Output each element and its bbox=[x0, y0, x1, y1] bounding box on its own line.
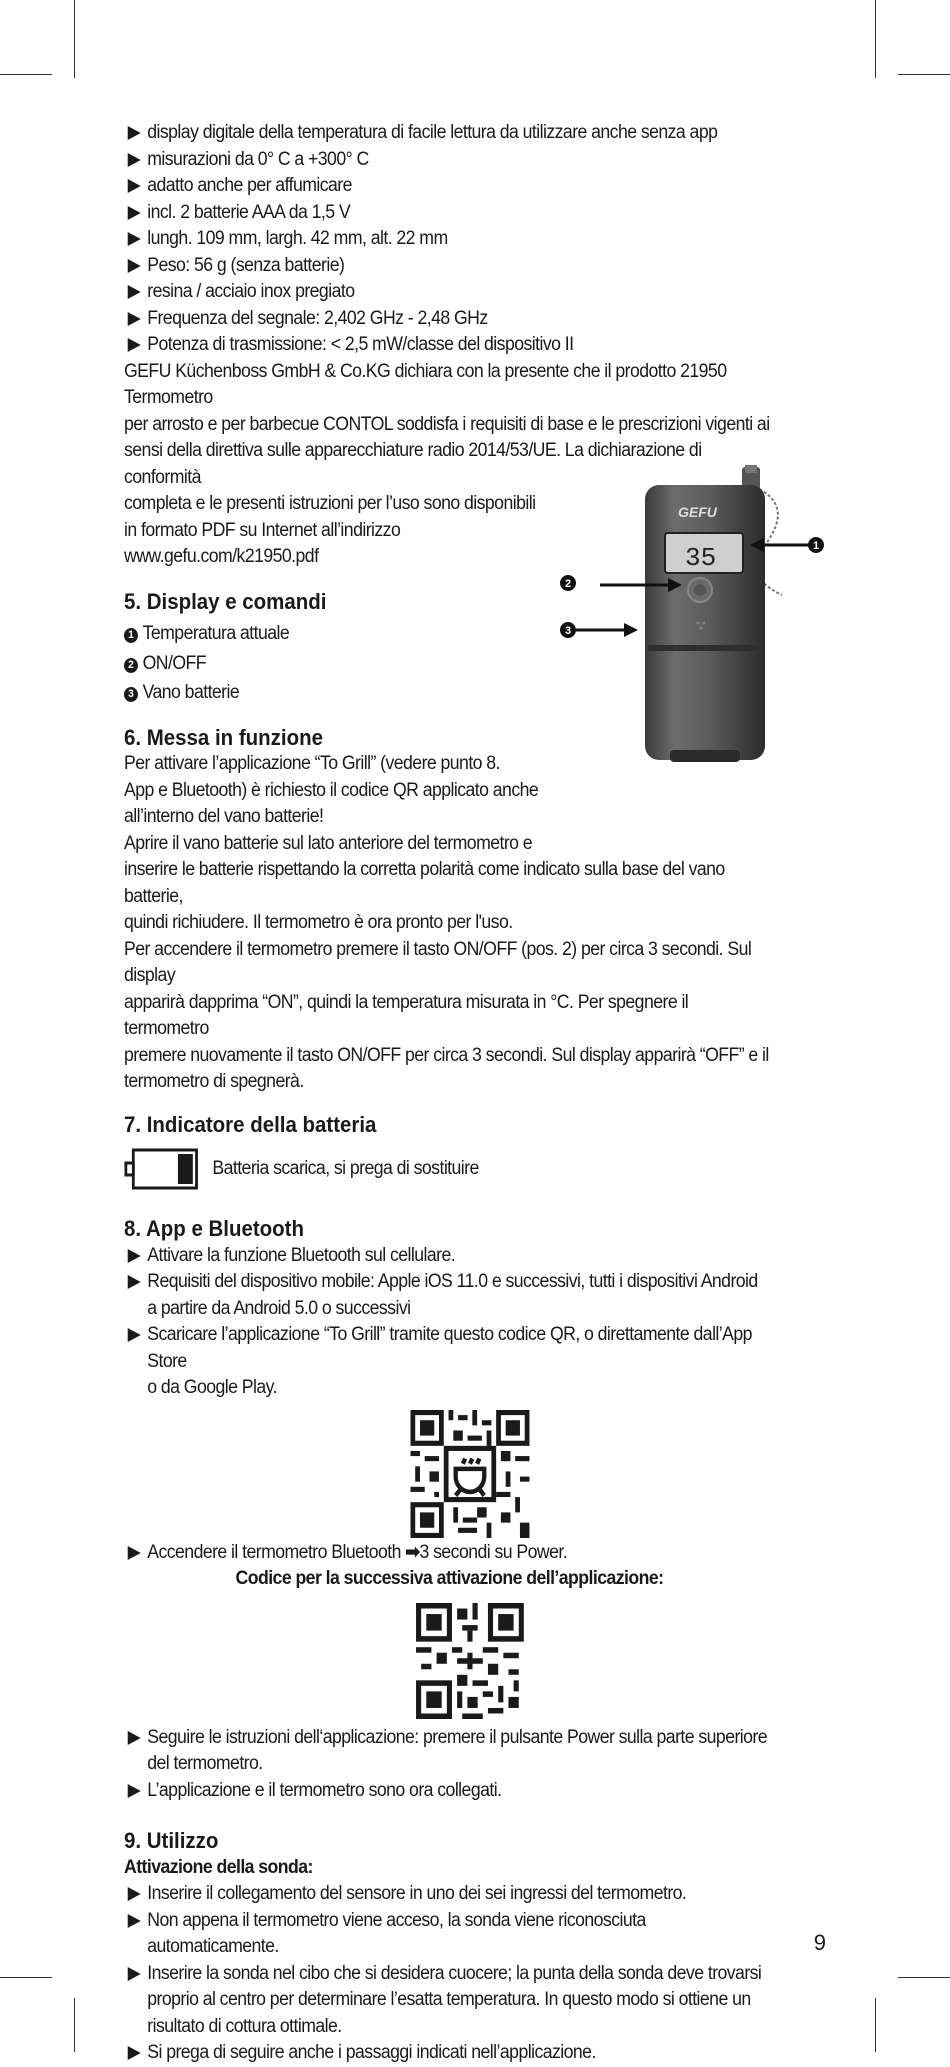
text-line: risultato di cottura ottimale. bbox=[147, 2015, 342, 2037]
text-line: Seguire le istruzioni dell‘applicazione: premere il pulsante Power sulla parte superiore bbox=[147, 1726, 768, 1748]
text-line: Per accendere il termometro premere il tasto ON/OFF (pos. 2) per circa 3 secondi. Sul display bbox=[124, 938, 752, 986]
text-line: GEFU Küchenboss GmbH & Co.KG dichiara con la presente che il prodotto 21950 Termometro bbox=[124, 360, 727, 408]
text-line: quindi richiudere. Il termometro è ora pronto per l'uso. bbox=[124, 912, 513, 933]
control-label: Vano batterie bbox=[142, 682, 240, 703]
setup-paragraph bbox=[124, 751, 775, 1096]
text-line: App e Bluetooth) è richiesto il codice QR applicato anche bbox=[124, 779, 539, 801]
display-value: 35 bbox=[685, 543, 717, 573]
activation-qr-code[interactable] bbox=[416, 1603, 524, 1719]
declaration-paragraph bbox=[124, 359, 775, 571]
list-item bbox=[124, 1778, 775, 1805]
text-line: Per attivare l’applicazione “To Grill” (vedere punto 8. bbox=[124, 753, 500, 774]
section-8-title: 8. App e Bluetooth bbox=[124, 1216, 304, 1241]
page-number: 9 bbox=[813, 1930, 826, 1955]
qr-row bbox=[124, 1402, 775, 1540]
arrow-right-icon: ➡ bbox=[405, 1541, 420, 1563]
probe-activation-subtitle: Attivazione della sonda: bbox=[124, 1856, 313, 1878]
qr-row bbox=[124, 1593, 775, 1725]
crop-mark bbox=[74, 1998, 75, 2052]
section-9-title: 9. Utilizzo bbox=[124, 1828, 219, 1853]
list-item: resina / acciaio inox pregiato bbox=[124, 279, 775, 306]
text-line: sensi della direttiva sulle apparecchiature radio 2014/53/UE. La dichiarazione di conformità bbox=[124, 440, 702, 488]
number-badge: 1 bbox=[124, 628, 138, 643]
text-line: Scaricare l’applicazione “To Grill” tramite questo codice QR, o direttamente dall’App Store bbox=[147, 1324, 752, 1372]
battery-text: Batteria scarica, si prega di sostituire bbox=[212, 1158, 479, 1179]
crop-mark bbox=[0, 1977, 52, 1978]
list-item bbox=[124, 1243, 775, 1270]
text-line: del termometro. bbox=[147, 1753, 263, 1774]
section-6-title: 6. Messa in funzione bbox=[124, 724, 323, 750]
list-item: Frequenza del segnale: 2,402 GHz - 2,48 GHz bbox=[124, 306, 775, 333]
list-item: misurazioni da 0° C a +300° C bbox=[124, 147, 775, 174]
crop-mark bbox=[898, 74, 950, 75]
brand-label: GEFU bbox=[678, 504, 717, 520]
text-line: proprio al centro per determinare l’esatta temperatura. In questo modo si ottiene un bbox=[147, 1989, 751, 2010]
text-line: premere nuovamente il tasto ON/OFF per circa 3 secondi. Sul display apparirà “OFF” e il bbox=[124, 1044, 769, 1066]
list-item bbox=[124, 2040, 775, 2067]
text-line: Non appena il termometro viene acceso, la sonda viene riconosciuta automaticamente. bbox=[147, 1909, 646, 1957]
control-label: Temperatura attuale bbox=[142, 623, 290, 644]
callout-1: 1 bbox=[812, 540, 820, 552]
list-item bbox=[124, 1322, 775, 1402]
crop-mark bbox=[0, 74, 52, 75]
section-7-title: 7. Indicatore della batteria bbox=[124, 1111, 377, 1137]
text-line: 3 secondi su Power. bbox=[419, 1541, 568, 1563]
list-item bbox=[124, 1961, 775, 2041]
control-item bbox=[124, 680, 775, 707]
list-item: display digitale della temperatura di facile lettura da utilizzare anche senza app bbox=[124, 120, 775, 147]
list-item bbox=[124, 1908, 775, 1961]
text-line: completa e le presenti istruzioni per l’uso sono disponibili bbox=[124, 493, 536, 514]
text-line: in formato PDF su Internet all’indirizzo bbox=[124, 519, 401, 541]
app-qr-code[interactable] bbox=[410, 1410, 529, 1538]
crop-mark bbox=[898, 1977, 950, 1978]
list-item: adatto anche per affumicare bbox=[124, 173, 775, 200]
list-item: incl. 2 batterie AAA da 1,5 V bbox=[124, 200, 775, 227]
crop-mark bbox=[875, 1998, 876, 2052]
list-item bbox=[124, 1269, 775, 1322]
text-line: Aprire il vano batterie sul lato anteriore del termometro e bbox=[124, 832, 533, 854]
text-line: Inserire la sonda nel cibo che si desidera cuocere; la punta della sonda deve trovarsi bbox=[147, 1962, 762, 1984]
control-item bbox=[124, 621, 775, 648]
activation-code-heading: Codice per la successiva attivazione dell’applicazione: bbox=[235, 1568, 664, 1589]
callout-3: 3 bbox=[564, 625, 572, 637]
battery-low-icon bbox=[124, 1148, 198, 1190]
text-line: Requisiti del dispositivo mobile: Apple iOS 11.0 e successivi, tutti i dispositivi Android bbox=[147, 1271, 758, 1292]
text-line: Inserire il collegamento del sensore in uno dei sei ingressi del termometro. bbox=[147, 1883, 687, 1904]
callout-2: 2 bbox=[564, 578, 572, 590]
intro-list bbox=[124, 120, 775, 359]
list-item bbox=[124, 1881, 775, 1908]
text-line: o da Google Play. bbox=[147, 1377, 277, 1398]
text-line: termometro di spegnerà. bbox=[124, 1071, 304, 1092]
list-item: lungh. 109 mm, largh. 42 mm, alt. 22 mm bbox=[124, 226, 775, 253]
list-item bbox=[124, 1725, 775, 1778]
list-item bbox=[124, 1540, 775, 1567]
text-line: Accendere il termometro Bluetooth bbox=[147, 1541, 406, 1563]
text-line: Attivare la funzione Bluetooth sul cellulare. bbox=[147, 1244, 456, 1266]
control-item bbox=[124, 651, 775, 678]
control-label: ON/OFF bbox=[142, 652, 206, 674]
text-line: a partire da Android 5.0 o successivi bbox=[147, 1297, 411, 1319]
section-5-title: 5. Display e comandi bbox=[124, 588, 327, 614]
text-line: L’applicazione e il termometro sono ora collegati. bbox=[147, 1779, 502, 1801]
battery-indicator-row bbox=[124, 1138, 775, 1196]
list-item: Peso: 56 g (senza batterie) bbox=[124, 253, 775, 280]
text-line: per arrosto e per barbecue CONTOL soddisfa i requisiti di base e le prescrizioni vigenti ai bbox=[124, 413, 770, 435]
number-badge: 2 bbox=[124, 658, 138, 673]
crop-mark bbox=[875, 0, 876, 78]
text-line: Si prega di seguire anche i passaggi indicati nell’applicazione. bbox=[147, 2042, 596, 2063]
pdf-link-text: www.gefu.com/k21950.pdf bbox=[124, 546, 319, 567]
text-line: apparirà dapprima “ON”, quindi la temperatura misurata in °C. Per spegnere il termometro bbox=[124, 991, 689, 1039]
text-line: inserire le batterie rispettando la corretta polarità come indicato sulla base del vano batterie, bbox=[124, 859, 725, 907]
number-badge: 3 bbox=[124, 687, 138, 702]
page-content bbox=[124, 120, 775, 2067]
text-line: all’interno del vano batterie! bbox=[124, 806, 324, 827]
crop-mark bbox=[74, 0, 75, 78]
list-item: Potenza di trasmissione: < 2,5 mW/classe del dispositivo II bbox=[124, 332, 775, 359]
